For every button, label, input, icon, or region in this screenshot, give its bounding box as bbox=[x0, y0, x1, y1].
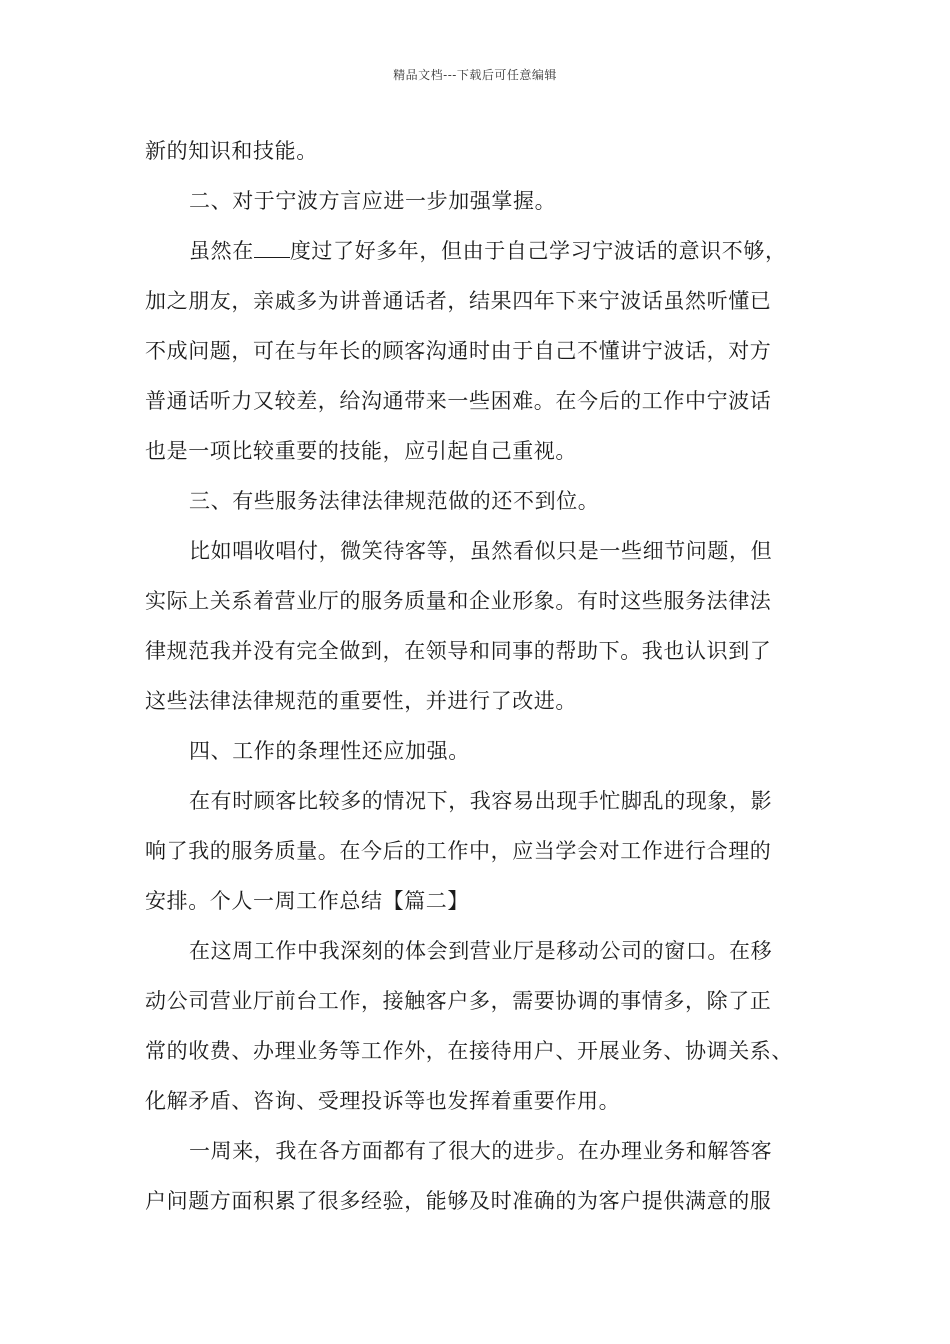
paragraph-line: 新的知识和技能。 bbox=[145, 139, 318, 163]
paragraph-line: 也是一项比较重要的技能，应引起自己重视。 bbox=[145, 439, 577, 463]
paragraph-line: 这些法律法律规范的重要性，并进行了改进。 bbox=[145, 689, 577, 713]
paragraph-line: 响了我的服务质量。在今后的工作中，应当学会对工作进行合理的 bbox=[145, 839, 772, 863]
section-heading: 三、有些服务法律法律规范做的还不到位。 bbox=[189, 489, 600, 513]
paragraph-line: 普通话听力又较差，给沟通带来一些困难。在今后的工作中宁波话 bbox=[145, 389, 772, 413]
paragraph-line: 化解矛盾、咨询、受理投诉等也发挥着重要作用。 bbox=[145, 1089, 621, 1113]
paragraph-line: 在这周工作中我深刻的体会到营业厅是移动公司的窗口。在移 bbox=[189, 939, 773, 963]
paragraph-line: 加之朋友，亲戚多为讲普通话者，结果四年下来宁波话虽然听懂已 bbox=[145, 289, 772, 313]
paragraph-line: 常的收费、办理业务等工作外，在接待用户、开展业务、协调关系、 bbox=[145, 1039, 793, 1063]
paragraph-line: 律规范我并没有完全做到，在领导和同事的帮助下。我也认识到了 bbox=[145, 639, 772, 663]
paragraph-line: 安排。个人一周工作总结【篇二】 bbox=[145, 889, 469, 913]
paragraph-line: 动公司营业厅前台工作，接触客户多，需要协调的事情多，除了正 bbox=[145, 989, 772, 1013]
text-segment: 度过了好多年，但由于自己学习宁波话的意识不够， bbox=[289, 239, 787, 263]
section-heading: 二、对于宁波方言应进一步加强掌握。 bbox=[189, 189, 557, 213]
paragraph-line: 在有时顾客比较多的情况下，我容易出现手忙脚乱的现象，影 bbox=[189, 789, 773, 813]
text-segment: 虽然在 bbox=[189, 239, 254, 263]
paragraph-line: 实际上关系着营业厅的服务质量和企业形象。有时这些服务法律法 bbox=[145, 589, 772, 613]
page-header: 精品文档---下载后可任意编辑 bbox=[393, 68, 557, 82]
blank-underline bbox=[254, 239, 290, 258]
paragraph-line: 比如唱收唱付，微笑待客等，虽然看似只是一些细节问题，但 bbox=[189, 539, 773, 563]
paragraph-line: 一周来，我在各方面都有了很大的进步。在办理业务和解答客 bbox=[189, 1139, 773, 1163]
section-heading: 四、工作的条理性还应加强。 bbox=[189, 739, 470, 763]
paragraph-line bbox=[189, 237, 787, 265]
paragraph-line: 户问题方面积累了很多经验，能够及时准确的为客户提供满意的服 bbox=[145, 1189, 772, 1213]
paragraph-line: 不成问题，可在与年长的顾客沟通时由于自己不懂讲宁波话，对方 bbox=[145, 339, 772, 363]
